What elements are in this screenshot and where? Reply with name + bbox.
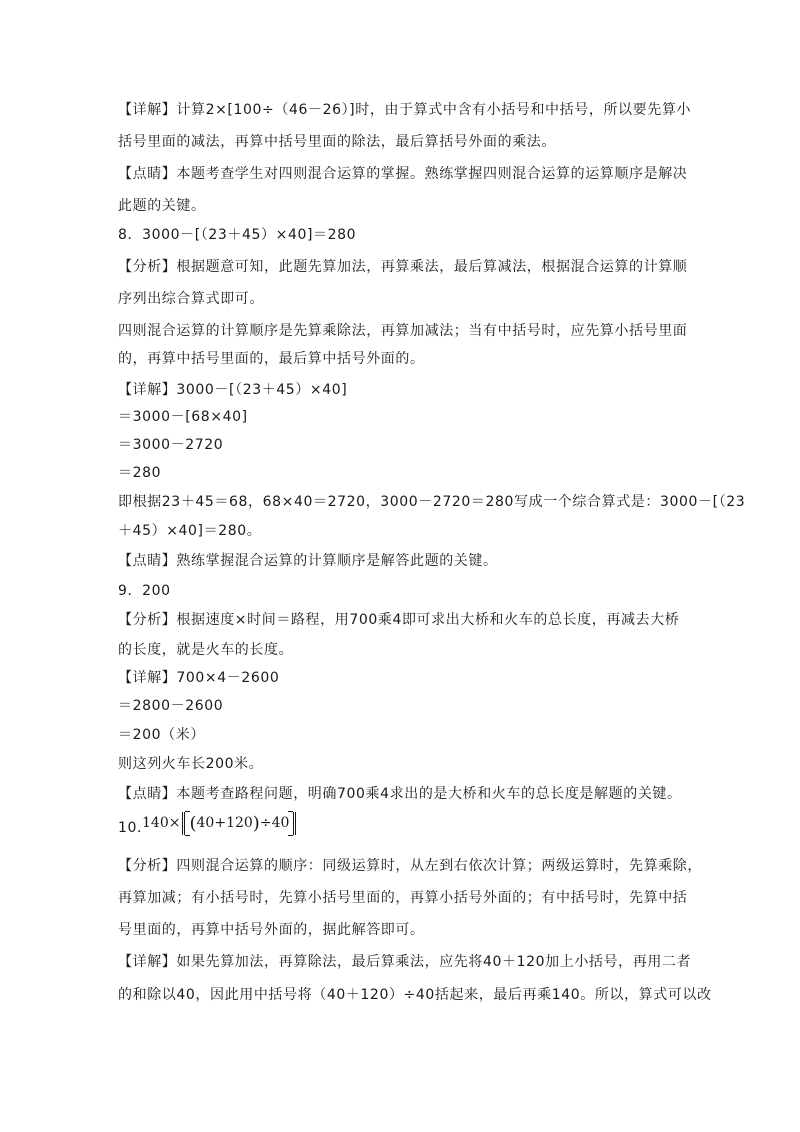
text-line-23: 则这列火车长200米。 [118,756,264,772]
text-line-7: 序列出综合算式即可。 [118,291,264,307]
text-line-27: 再算加减；有小括号时，先算小括号里面的，再算小括号外面的；有中括号时，先算中括 [118,890,688,906]
text-line-19: 的长度，就是火车的长度。 [118,642,294,658]
question-9-answer: 9．200 [118,583,171,599]
formula-term-c: 120 [226,815,253,831]
formula-term-d: 40 [271,815,290,831]
question-8-answer: 8．3000－[（23＋45）×40]＝280 [118,227,357,243]
formula-open-paren: ( [189,812,197,834]
text-line-14: 即根据23＋45＝68，68×40＝2720，3000－2720＝280写成一个综合算式是：3000－[（23 [118,494,746,510]
text-line-30: 的和除以40，因此用中括号将（40＋120）÷40括起来，最后再乘140。所以，算式可以改 [118,987,712,1003]
text-line-26: 【分析】四则混合运算的顺序：同级运算时，从左到右依次计算；两级运算时，先算乘除， [118,858,702,874]
formula-plus: + [214,815,227,831]
text-line-29: 【详解】如果先算加法，再算除法，最后算乘法，应先将40＋120加上小括号，再用二者 [118,954,692,970]
text-line-11: ＝3000－[68×40] [118,409,248,425]
text-line-21: ＝2800－2600 [118,698,224,714]
text-line-24: 【点睛】本题考查路程问题，明确700乘4求出的是大桥和火车的总长度是解题的关键。 [118,786,682,802]
question-10-number: 10． [118,820,152,836]
text-line-12: ＝3000－2720 [118,437,224,453]
text-line-13: ＝280 [118,465,162,481]
text-line-4: 此题的关键。 [118,198,206,214]
text-line-10: 【详解】3000－[（23＋45）×40] [118,382,348,398]
text-line-22: ＝200（米） [118,727,205,743]
formula-term-a: 140 [142,815,169,831]
text-line-15: ＋45）×40]＝280。 [118,523,262,539]
formula-term-b: 40 [196,815,215,831]
text-line-1: 【详解】计算2×[100÷（46－26）]时，由于算式中含有小括号和中括号，所以要先算小 [118,102,692,118]
text-line-16: 【点睛】熟练掌握混合运算的计算顺序是解答此题的关键。 [118,553,498,569]
question-10-formula [142,810,296,836]
text-line-28: 号里面的，再算中括号外面的，据此解答即可。 [118,922,425,938]
formula-times: × [168,815,181,831]
text-line-6: 【分析】根据题意可知，此题先算加法，再算乘法，最后算减法，根据混合运算的计算顺 [118,259,688,275]
formula-divide: ÷ [259,815,272,831]
text-line-3: 【点睛】本题考查学生对四则混合运算的掌握。熟练掌握四则混合运算的运算顺序是解决 [118,166,688,182]
text-line-2: 括号里面的减法，再算中括号里面的除法，最后算括号外面的乘法。 [118,134,556,150]
formula-close-paren: ) [252,812,260,834]
text-line-18: 【分析】根据速度×时间＝路程，用700乘4即可求出大桥和火车的总长度，再减去大桥 [118,612,680,628]
text-line-9: 的，再算中括号里面的，最后算中括号外面的。 [118,351,425,367]
text-line-20: 【详解】700×4－2600 [118,670,280,686]
formula-square-bracket [182,812,296,835]
text-line-8: 四则混合运算的计算顺序是先算乘除法，再算加减法；当有中括号时，应先算小括号里面 [118,323,688,339]
